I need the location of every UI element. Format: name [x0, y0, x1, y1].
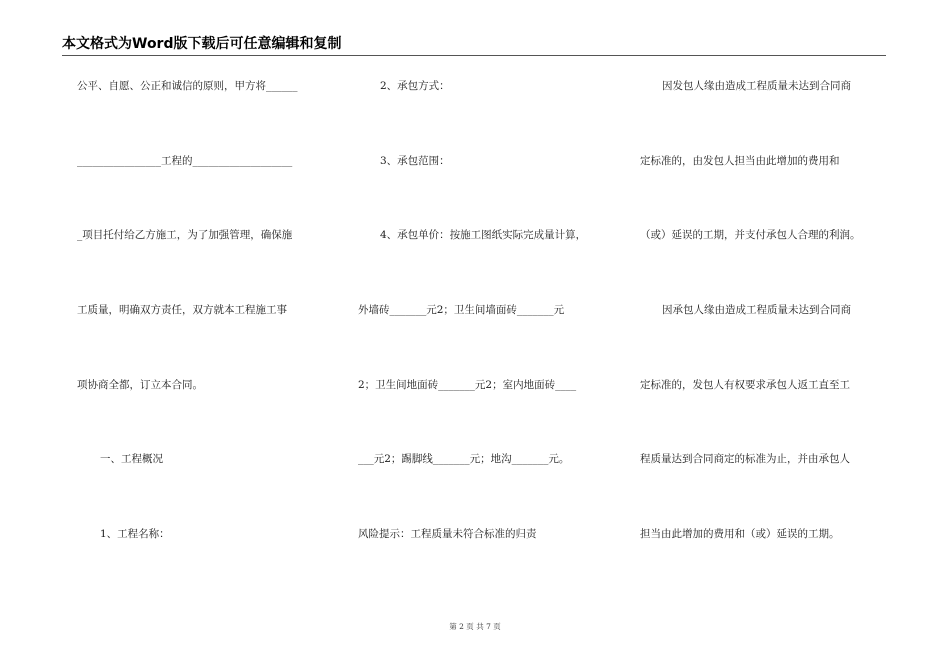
text-line: 4、承包单价：按施工图纸实际完成量计算，: [380, 229, 587, 241]
text-line: 1、工程名称：: [100, 528, 170, 540]
section-heading: 一、工程概况: [100, 453, 163, 465]
text-line: 工质量，明确双方责任，双方就本工程施工事: [77, 304, 287, 316]
text-line: 定标准的，发包人有权要求承包人返工直至工: [640, 379, 850, 391]
text-line: 定标准的，由发包人担当由此增加的费用和: [640, 155, 840, 167]
text-line: 担当由此增加的费用和（或）延误的工期。: [640, 528, 840, 540]
header-divider: [62, 55, 886, 56]
document-header: 本文格式为Word版下载后可任意编辑和复制: [62, 36, 342, 52]
text-line: 风险提示：工程质量未符合标准的归责: [358, 528, 537, 540]
text-line: _项目托付给乙方施工，为了加强管理，确保施: [77, 229, 293, 241]
text-line: （或）延误的工期，并支付承包人合理的利润。: [640, 229, 861, 241]
text-line: 3、承包范围：: [380, 155, 450, 167]
text-line: 程质量达到合同商定的标准为止，并由承包人: [640, 453, 850, 465]
text-line: 因发包人缘由造成工程质量未达到合同商: [662, 80, 851, 92]
page-number: 第 2 页 共 7 页: [449, 622, 501, 631]
text-line: 因承包人缘由造成工程质量未达到合同商: [662, 304, 851, 316]
text-line: 2、承包方式：: [380, 80, 450, 92]
text-line: ___元2；踢脚线_______元；地沟_______元。: [358, 453, 570, 465]
text-line: 外墙砖_______元2；卫生间墙面砖_______元: [358, 304, 565, 316]
text-line: 公平、自愿、公正和诚信的原则，甲方将______: [77, 80, 298, 92]
text-line: 项协商全都，订立本合同。: [77, 379, 203, 391]
text-line: ________________工程的___________________: [77, 155, 293, 167]
text-line: 2；卫生间地面砖_______元2；室内地面砖____: [358, 379, 577, 391]
